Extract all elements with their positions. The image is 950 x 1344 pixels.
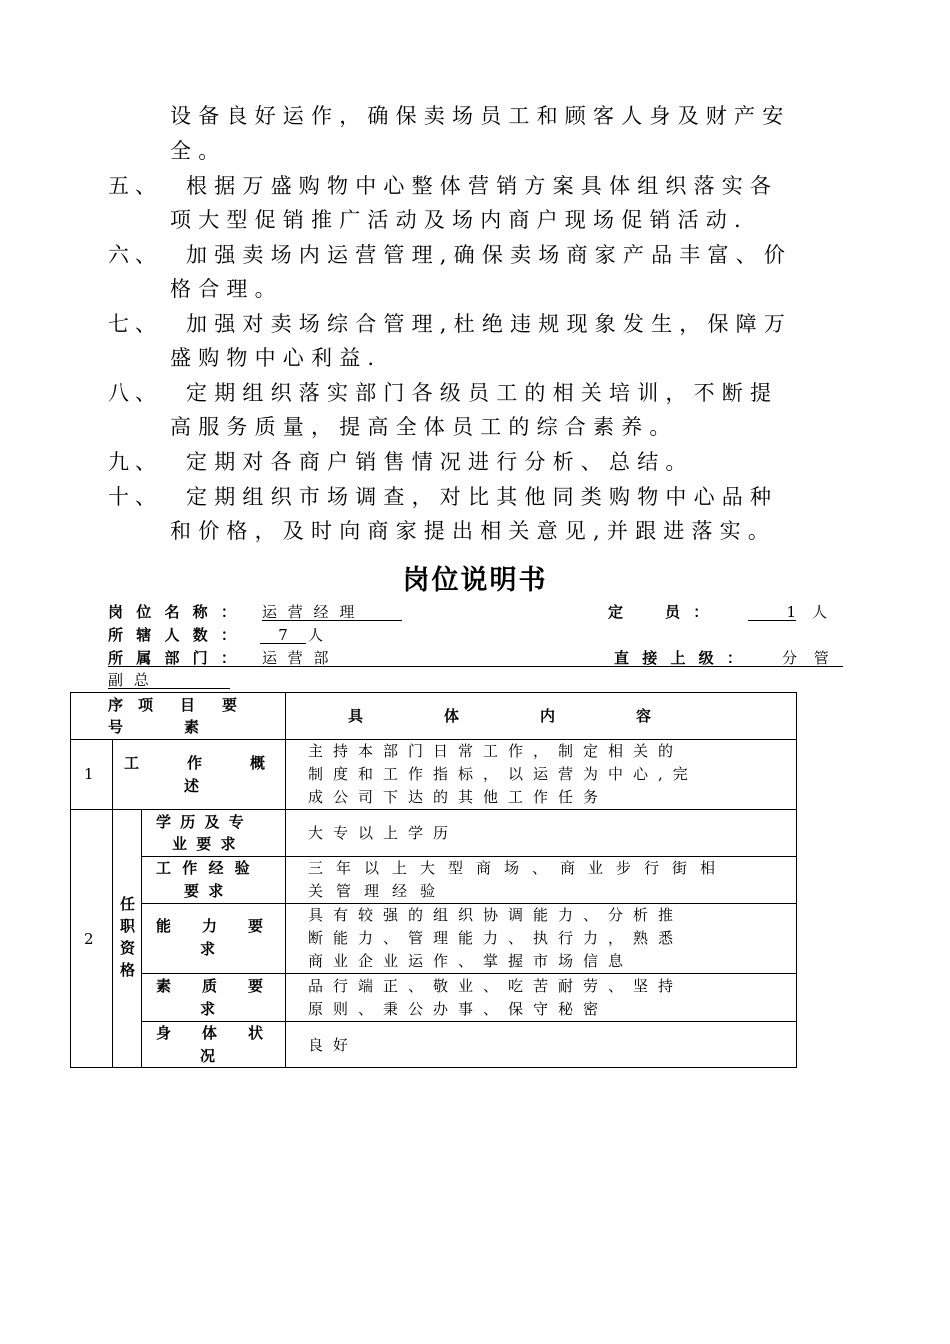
row2-number: 2 <box>84 930 94 948</box>
body-line-6: 格合理。 <box>170 277 283 301</box>
body-line-5: 加强卖场内运营管理,确保卖场商家产品丰富、价 <box>186 243 793 267</box>
quality-item: 素 质 要 <box>156 977 272 995</box>
superior-value: 分 管 <box>782 649 835 667</box>
body-line-3: 根据万盛购物中心整体营销方案具体组织落实各 <box>186 174 779 198</box>
row1-content-3: 成公司下达的其他工作任务 <box>308 788 609 806</box>
health-item-2: 况 <box>200 1047 216 1065</box>
superior-value-cont: 副 总 <box>108 671 152 689</box>
body-line-8: 盛购物中心利益. <box>170 346 382 370</box>
quality-content-2: 原则、秉公办事、保守秘密 <box>308 1000 609 1018</box>
col-seq-header-2: 号 <box>108 718 124 736</box>
headcount-unit: 人 <box>812 603 828 621</box>
experience-item: 工 作 经 验 <box>156 859 253 877</box>
subordinates-value: 7 <box>260 625 306 644</box>
ability-item: 能 力 要 <box>156 917 272 935</box>
experience-content-2: 关管理经验 <box>308 882 449 900</box>
row1-item-2: 述 <box>184 777 200 795</box>
education-content: 大专以上学历 <box>308 824 459 842</box>
col-item-header-2: 素 <box>184 718 200 736</box>
body-line-1: 设备良好运作，确保卖场员工和顾客人身及财产安 <box>170 104 791 128</box>
item-number-8: 八、 <box>108 381 162 405</box>
experience-item-2: 要 求 <box>184 882 226 900</box>
document-title: 岗位说明书 <box>402 565 548 596</box>
header-underline <box>108 666 843 667</box>
row1-number: 1 <box>84 765 94 783</box>
body-line-11: 定期对各商户销售情况进行分析、总结。 <box>186 450 694 474</box>
superior-label: 直 接 上 级 ： <box>614 649 746 667</box>
ability-item-2: 求 <box>200 940 216 958</box>
subordinates-unit: 人 <box>308 626 324 644</box>
health-content: 良好 <box>308 1036 359 1054</box>
body-line-12: 定期组织市场调查，对比其他同类购物中心品种 <box>186 485 779 509</box>
experience-content-1: 三年以上大型商场、商业步行街相 <box>308 859 729 877</box>
body-line-4: 项大型促销推广活动及场内商户现场促销活动. <box>170 208 748 232</box>
department-label: 所 属 部 门 ： <box>108 649 240 667</box>
row2-group-char-4: 格 <box>120 961 136 979</box>
row2-group-char-3: 资 <box>120 939 136 957</box>
headcount-label: 定 员 ： <box>608 603 713 621</box>
ability-content-3: 商业企业运作、掌握市场信息 <box>308 952 634 970</box>
quality-content-1: 品行端正、敬业、吃苦耐劳、坚持 <box>308 977 684 995</box>
col-content-header: 具 体 内 容 <box>348 707 661 725</box>
header-underline-2 <box>108 688 230 689</box>
position-value: 运 营 经 理 <box>262 602 402 621</box>
row1-item: 工 作 概 <box>124 754 272 772</box>
body-line-7: 加强对卖场综合管理,杜绝违规现象发生，保障万 <box>186 312 793 336</box>
row1-content-2: 制度和工作指标，以运营为中心,完 <box>308 765 698 783</box>
col-item-header: 项 目 要 <box>138 696 244 714</box>
subordinates-label: 所 辖 人 数 ： <box>108 626 240 644</box>
item-number-10: 十、 <box>108 485 162 509</box>
education-item: 学 历 及 专 <box>156 813 246 831</box>
item-number-9: 九、 <box>108 450 162 474</box>
quality-item-2: 求 <box>200 1000 216 1018</box>
ability-content-2: 断能力、管理能力、执行力，熟悉 <box>308 929 684 947</box>
item-number-6: 六、 <box>108 243 162 267</box>
department-value: 运 营 部 <box>262 649 332 667</box>
row2-group-char-1: 任 <box>120 895 136 913</box>
row1-content-1: 主持本部门日常工作，制定相关的 <box>308 742 684 760</box>
body-line-13: 和价格，及时向商家提出相关意见,并跟进落实。 <box>170 519 777 543</box>
health-item: 身 体 状 <box>156 1024 272 1042</box>
headcount-value: 1 <box>748 602 796 621</box>
item-number-5: 五、 <box>108 174 162 198</box>
body-line-2: 全。 <box>170 139 227 163</box>
ability-content-1: 具有较强的组织协调能力、分析推 <box>308 906 684 924</box>
row2-group-char-2: 职 <box>120 917 136 935</box>
education-item-2: 业 要 求 <box>172 835 238 853</box>
item-number-7: 七、 <box>108 312 162 336</box>
body-line-9: 定期组织落实部门各级员工的相关培训，不断提 <box>186 381 779 405</box>
body-line-10: 高服务质量，提高全体员工的综合素养。 <box>170 415 678 439</box>
col-seq-header: 序 <box>108 696 124 714</box>
position-label: 岗 位 名 称 ： <box>108 603 240 621</box>
